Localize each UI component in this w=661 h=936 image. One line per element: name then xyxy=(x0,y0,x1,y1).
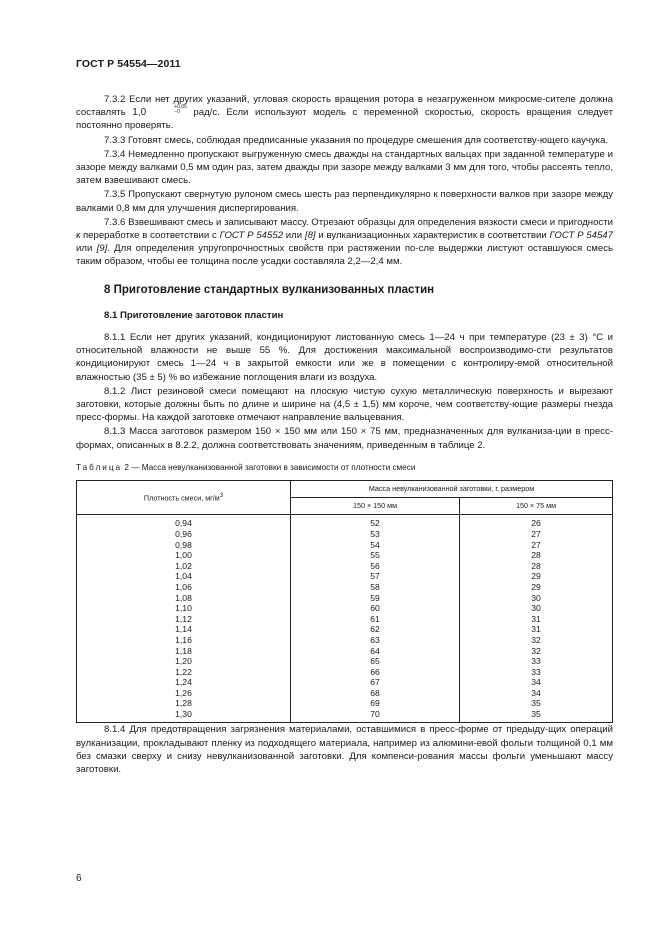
table-row xyxy=(77,624,613,635)
cell-density: 1,18 xyxy=(77,645,291,656)
mass-table xyxy=(76,480,613,723)
cell-mass-150x150: 70 xyxy=(291,709,460,723)
cell-density: 0,98 xyxy=(77,539,291,550)
table-row xyxy=(77,571,613,582)
page-number: 6 xyxy=(76,873,82,884)
nominal-value: 1,0 xyxy=(132,107,147,119)
header-mass: Масса невулканизованной заготовки, г, размером xyxy=(291,481,613,498)
table-row xyxy=(77,550,613,561)
bibliography-reference: [9] xyxy=(96,243,108,255)
cell-mass-150x150: 56 xyxy=(291,560,460,571)
paragraph-8-1-2: 8.1.2 Лист резиновой смеси помещают на плоскую чистую сухую металлическую поверхность и вырезают заготовки, которые должны быть по длине и ширине на (4,5 ± 1,5) мм короче, чем соответству-ющие размеры гнезда пресс-формы. На каждой заготовке отмечают направление вальцевания. xyxy=(76,385,613,424)
cell-mass-150x75: 33 xyxy=(460,666,613,677)
table-row xyxy=(77,698,613,709)
cell-density: 1,22 xyxy=(77,666,291,677)
table-row xyxy=(77,666,613,677)
cell-mass-150x150: 61 xyxy=(291,613,460,624)
cell-density: 1,30 xyxy=(77,709,291,723)
cell-density: 1,00 xyxy=(77,550,291,561)
cell-mass-150x75: 33 xyxy=(460,656,613,667)
table-row xyxy=(77,592,613,603)
table-caption-number: 2 xyxy=(122,462,129,472)
cell-mass-150x150: 54 xyxy=(291,539,460,550)
paragraph-8-1-4: 8.1.4 Для предотвращения загрязнения материалами, оставшимися в пресс-форме от предыду-щих операций вулканизации, прокладывают пленку из подходящего материала, например из алюмини-евой фольги толщиной 0,1 мм без смазки сверху и снизу невулканизованной заготовки. Для компенси-рования массы фольги уменьшают массу заготовки. xyxy=(76,724,613,775)
header-density-sup: 3 xyxy=(219,493,224,500)
cell-mass-150x150: 63 xyxy=(291,635,460,646)
cell-mass-150x150: 67 xyxy=(291,677,460,688)
cell-mass-150x75: 30 xyxy=(460,603,613,614)
tolerance-plus: +0,05 xyxy=(174,103,187,110)
cell-mass-150x75: 27 xyxy=(460,539,613,550)
paragraph-text: 7.3.2 Если нет других указаний, угловая скорость вращения ротора в незагруженном микросме-сителе должна составлять xyxy=(76,94,613,119)
cell-density: 1,28 xyxy=(77,698,291,709)
cell-density: 1,08 xyxy=(77,592,291,603)
cell-mass-150x150: 58 xyxy=(291,582,460,593)
cell-mass-150x75: 31 xyxy=(460,624,613,635)
table-row xyxy=(77,677,613,688)
standard-reference: ГОСТ Р 54552 xyxy=(219,230,284,242)
cell-density: 1,10 xyxy=(77,603,291,614)
body-text xyxy=(76,93,613,777)
cell-mass-150x75: 32 xyxy=(460,635,613,646)
cell-mass-150x75: 35 xyxy=(460,698,613,709)
table-row xyxy=(77,645,613,656)
table-row xyxy=(77,515,613,529)
table-row xyxy=(77,582,613,593)
section-8-title: 8 Приготовление стандартных вулканизованных пластин xyxy=(104,283,435,296)
cell-density: 1,14 xyxy=(77,624,291,635)
cell-mass-150x75: 31 xyxy=(460,613,613,624)
cell-mass-150x150: 55 xyxy=(291,550,460,561)
cell-mass-150x75: 35 xyxy=(460,709,613,723)
cell-density: 1,16 xyxy=(77,635,291,646)
table-caption-text: — Масса невулканизованной заготовки в зависимости от плотности смеси xyxy=(128,462,416,472)
bibliography-reference: [8] xyxy=(304,230,316,242)
cell-mass-150x75: 32 xyxy=(460,645,613,656)
table-row xyxy=(77,539,613,550)
table-row xyxy=(77,635,613,646)
paragraph-text: рад/с. Если используют модель с переменной скоростью, скорость вращения следует постоянно проверять. xyxy=(76,107,613,132)
cell-mass-150x150: 64 xyxy=(291,645,460,656)
table-caption-label: Таблица xyxy=(76,462,123,472)
table-body xyxy=(77,515,613,723)
standard-reference: ГОСТ Р 54547 xyxy=(549,230,613,242)
cell-density: 1,12 xyxy=(77,613,291,624)
cell-density: 1,06 xyxy=(77,582,291,593)
cell-density: 1,20 xyxy=(77,656,291,667)
table-row xyxy=(77,613,613,624)
tolerance-minus: −0 xyxy=(174,108,180,115)
cell-mass-150x150: 57 xyxy=(291,571,460,582)
section-8-1-title: 8.1 Приготовление заготовок пластин xyxy=(104,309,284,321)
cell-mass-150x150: 62 xyxy=(291,624,460,635)
cell-mass-150x75: 30 xyxy=(460,592,613,603)
header-150x75: 150 × 75 мм xyxy=(460,498,613,515)
table-caption xyxy=(76,461,613,474)
cell-mass-150x75: 28 xyxy=(460,560,613,571)
paragraph-7-3-4: 7.3.4 Немедленно пропускают выгруженную смесь дважды на стандартных вальцах при заданной температуре и зазоре между валками 0,5 мм один раз, затем дважды при зазоре между валками 3 мм для того, чтобы рассеять тепло, затем взвешивают смесь. xyxy=(76,148,613,187)
cell-density: 1,24 xyxy=(77,677,291,688)
paragraph-7-3-3: 7.3.3 Готовят смесь, соблюдая предписанные указания по процедуре смешения для соответству-ющего каучука. xyxy=(104,134,609,146)
table-row xyxy=(77,603,613,614)
cell-mass-150x150: 60 xyxy=(291,603,460,614)
paragraph-text: или xyxy=(283,230,305,242)
paragraph-7-3-6 xyxy=(76,216,613,269)
cell-mass-150x75: 29 xyxy=(460,571,613,582)
table-row xyxy=(77,656,613,667)
cell-density: 1,04 xyxy=(77,571,291,582)
header-150x150: 150 × 150 мм xyxy=(291,498,460,515)
cell-mass-150x75: 34 xyxy=(460,677,613,688)
cell-density: 1,02 xyxy=(77,560,291,571)
paragraph-text: . Для определения упругопрочностных свойств при растяжении по-сле выдержки листуют оставшуюся смесь таким образом, чтобы ее толщина после усадки составляла 2,2—2,4 мм. xyxy=(76,243,614,268)
cell-mass-150x150: 69 xyxy=(291,698,460,709)
cell-mass-150x150: 52 xyxy=(291,515,460,529)
cell-mass-150x75: 29 xyxy=(460,582,613,593)
paragraph-8-1-3: 8.1.3 Масса заготовок размером 150 × 150 мм или 150 × 75 мм, предназначенных для вулканиза-ции в пресс-формах, описанных в 8.2.2, должна соответствовать значениям, приведенным в таблице 2. xyxy=(76,426,613,451)
paragraph-8-1-1: 8.1.1 Если нет других указаний, кондиционируют листованную смесь 1—24 ч при температуре (23 ± 3) °С и относительной влажности не выше 55 %. Для достижения максимальной воспроизводимо-сти результатов кондиционируют смесь 1—24 ч в закрытой емкости или же в помещении с контролиру-емой относительной влажностью (35 ± 5) % во избежание поглощения влаги из воздуха. xyxy=(76,332,613,383)
header-density-label: Плотность смеси, мг/м xyxy=(143,493,220,503)
header-density xyxy=(77,481,291,515)
table-row xyxy=(77,560,613,571)
cell-density: 1,26 xyxy=(77,688,291,699)
cell-mass-150x75: 26 xyxy=(460,515,613,529)
cell-mass-150x75: 34 xyxy=(460,688,613,699)
cell-mass-150x75: 28 xyxy=(460,550,613,561)
cell-mass-150x150: 65 xyxy=(291,656,460,667)
cell-density: 0,94 xyxy=(77,515,291,529)
cell-density: 0,96 xyxy=(77,529,291,540)
table-row xyxy=(77,529,613,540)
table-row xyxy=(77,688,613,699)
cell-mass-150x150: 53 xyxy=(291,529,460,540)
tolerance xyxy=(146,105,187,115)
paragraph-text: и вулканизационных характеристик в соответствии xyxy=(315,230,550,242)
document-header: ГОСТ Р 54554—2011 xyxy=(76,58,181,70)
cell-mass-150x150: 66 xyxy=(291,666,460,677)
cell-mass-150x150: 68 xyxy=(291,688,460,699)
cell-mass-150x150: 59 xyxy=(291,592,460,603)
table-row xyxy=(77,709,613,723)
cell-mass-150x75: 27 xyxy=(460,529,613,540)
paragraph-7-3-5: 7.3.5 Пропускают свернутую рулоном смесь шесть раз перпендикулярно к поверхности валков при зазоре между валками 0,8 мм для улучшения диспергирования. xyxy=(76,189,613,214)
paragraph-7-3-2 xyxy=(76,93,613,133)
paragraph-text: 7.3.6 Взвешивают смесь и записывают массу. Отрезают образцы для определения вязкости смеси и пригодности к переработке в соответствии с xyxy=(76,216,613,242)
paragraph-text: или xyxy=(76,243,97,255)
